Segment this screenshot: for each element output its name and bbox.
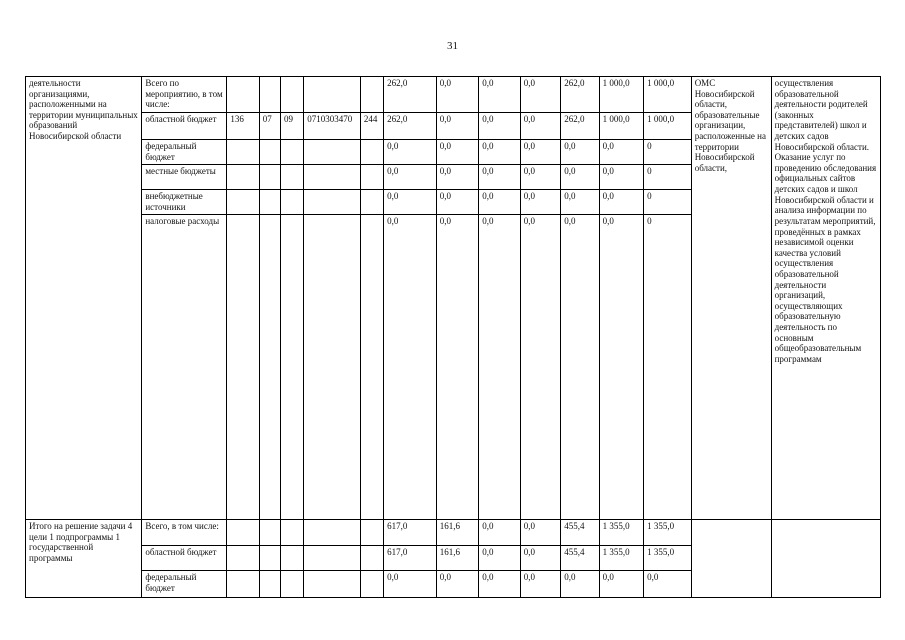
year-6-value-cell: 1 355,0 (644, 546, 692, 571)
year-2-value-cell: 0,0 (479, 113, 520, 140)
grbs-cell (227, 140, 259, 165)
vr-cell (360, 215, 383, 520)
vr-cell (360, 571, 383, 598)
executor-cell (691, 520, 771, 598)
funding-source-cell: федеральный бюджет (142, 571, 227, 598)
total-value-cell: 0,0 (384, 571, 437, 598)
year-5-value-cell: 0,0 (599, 165, 644, 190)
year-1-value-cell: 0,0 (436, 571, 478, 598)
year-6-value-cell: 1 000,0 (644, 77, 692, 113)
year-4-value-cell: 0,0 (561, 571, 599, 598)
grbs-cell (227, 77, 259, 113)
funding-source-cell: местные бюджеты (142, 165, 227, 190)
csr-cell (304, 546, 361, 571)
year-5-value-cell: 0,0 (599, 190, 644, 215)
year-6-value-cell: 0,0 (644, 571, 692, 598)
grbs-cell (227, 571, 259, 598)
csr-cell (304, 165, 361, 190)
year-2-value-cell: 0,0 (479, 520, 520, 546)
total-value-cell: 262,0 (384, 77, 437, 113)
funding-source-cell: федеральный бюджет (142, 140, 227, 165)
vr-cell: 244 (360, 113, 383, 140)
rz-cell: 07 (259, 113, 280, 140)
year-3-value-cell: 0,0 (520, 215, 560, 520)
funding-source-cell: налоговые расходы (142, 215, 227, 520)
total-value-cell: 0,0 (384, 140, 437, 165)
year-3-value-cell: 0,0 (520, 571, 560, 598)
vr-cell (360, 140, 383, 165)
pr-cell (280, 165, 303, 190)
year-6-value-cell: 0 (644, 140, 692, 165)
csr-cell (304, 77, 361, 113)
year-1-value-cell: 161,6 (436, 546, 478, 571)
total-value-cell: 262,0 (384, 113, 437, 140)
year-2-value-cell: 0,0 (479, 190, 520, 215)
year-5-value-cell: 1 000,0 (599, 113, 644, 140)
expected-result-cell (771, 520, 880, 598)
year-6-value-cell: 0 (644, 215, 692, 520)
csr-cell (304, 520, 361, 546)
vr-cell (360, 77, 383, 113)
year-3-value-cell: 0,0 (520, 113, 560, 140)
pr-cell (280, 140, 303, 165)
rz-cell (259, 520, 280, 546)
activity-name-cell: Итого на решение задачи 4 цели 1 подпрограммы 1 государственной программы (26, 520, 142, 598)
year-1-value-cell: 0,0 (436, 190, 478, 215)
pr-cell (280, 546, 303, 571)
grbs-cell (227, 520, 259, 546)
year-4-value-cell: 455,4 (561, 546, 599, 571)
vr-cell (360, 520, 383, 546)
year-3-value-cell: 0,0 (520, 140, 560, 165)
pr-cell (280, 190, 303, 215)
year-1-value-cell: 0,0 (436, 165, 478, 190)
year-6-value-cell: 1 355,0 (644, 520, 692, 546)
rz-cell (259, 190, 280, 215)
year-5-value-cell: 1 355,0 (599, 520, 644, 546)
pr-cell: 09 (280, 113, 303, 140)
year-1-value-cell: 0,0 (436, 113, 478, 140)
csr-cell (304, 571, 361, 598)
budget-table (25, 76, 881, 598)
csr-cell: 0710303470 (304, 113, 361, 140)
funding-source-cell: областной бюджет (142, 113, 227, 140)
year-1-value-cell: 0,0 (436, 140, 478, 165)
pr-cell (280, 571, 303, 598)
year-6-value-cell: 1 000,0 (644, 113, 692, 140)
year-2-value-cell: 0,0 (479, 77, 520, 113)
year-4-value-cell: 0,0 (561, 165, 599, 190)
year-1-value-cell: 161,6 (436, 520, 478, 546)
year-5-value-cell: 0,0 (599, 215, 644, 520)
total-value-cell: 0,0 (384, 165, 437, 190)
funding-source-cell: Всего, в том числе: (142, 520, 227, 546)
pr-cell (280, 215, 303, 520)
year-5-value-cell: 1 355,0 (599, 546, 644, 571)
year-2-value-cell: 0,0 (479, 571, 520, 598)
year-3-value-cell: 0,0 (520, 546, 560, 571)
grbs-cell (227, 215, 259, 520)
year-2-value-cell: 0,0 (479, 215, 520, 520)
year-1-value-cell: 0,0 (436, 77, 478, 113)
expected-result-cell: осуществления образовательной деятельности родителей (законных представителей) школ и детских садов Новосибирской области. Оказание услуг по проведению обследования официальных сайтов детских садов и школ Новосибирской области и анализа информации по результатам мероприятий, проведённых в рамках независимой оценки качества условий осуществления образовательной деятельности организаций, осуществляющих образовательную деятельность по основным общеобразовательным программам (771, 77, 880, 520)
vr-cell (360, 546, 383, 571)
year-4-value-cell: 455,4 (561, 520, 599, 546)
csr-cell (304, 215, 361, 520)
funding-source-cell: внебюджетные источники (142, 190, 227, 215)
total-value-cell: 617,0 (384, 520, 437, 546)
csr-cell (304, 190, 361, 215)
grbs-cell (227, 546, 259, 571)
page-number: 31 (447, 40, 458, 52)
rz-cell (259, 77, 280, 113)
year-3-value-cell: 0,0 (520, 165, 560, 190)
executor-cell: ОМС Новосибирской области, образовательные организации, расположенные на территории Новосибирской области, (691, 77, 771, 520)
rz-cell (259, 571, 280, 598)
table-row (26, 77, 881, 113)
year-6-value-cell: 0 (644, 190, 692, 215)
year-4-value-cell: 262,0 (561, 113, 599, 140)
grbs-cell (227, 190, 259, 215)
total-value-cell: 0,0 (384, 190, 437, 215)
year-6-value-cell: 0 (644, 165, 692, 190)
year-3-value-cell: 0,0 (520, 520, 560, 546)
year-5-value-cell: 0,0 (599, 571, 644, 598)
year-2-value-cell: 0,0 (479, 546, 520, 571)
vr-cell (360, 165, 383, 190)
pr-cell (280, 520, 303, 546)
total-value-cell: 0,0 (384, 215, 437, 520)
grbs-cell (227, 165, 259, 190)
year-4-value-cell: 0,0 (561, 190, 599, 215)
rz-cell (259, 215, 280, 520)
year-4-value-cell: 0,0 (561, 140, 599, 165)
year-5-value-cell: 1 000,0 (599, 77, 644, 113)
rz-cell (259, 140, 280, 165)
year-1-value-cell: 0,0 (436, 215, 478, 520)
grbs-cell: 136 (227, 113, 259, 140)
year-3-value-cell: 0,0 (520, 77, 560, 113)
csr-cell (304, 140, 361, 165)
funding-source-cell: областной бюджет (142, 546, 227, 571)
total-value-cell: 617,0 (384, 546, 437, 571)
activity-name-cell: деятельности организациями, расположенными на территории муниципальных образований Новосибирской области (26, 77, 142, 520)
year-2-value-cell: 0,0 (479, 165, 520, 190)
funding-source-cell: Всего по мероприятию, в том числе: (142, 77, 227, 113)
year-2-value-cell: 0,0 (479, 140, 520, 165)
year-5-value-cell: 0,0 (599, 140, 644, 165)
rz-cell (259, 546, 280, 571)
year-3-value-cell: 0,0 (520, 190, 560, 215)
pr-cell (280, 77, 303, 113)
vr-cell (360, 190, 383, 215)
year-4-value-cell: 0,0 (561, 215, 599, 520)
table-row (26, 520, 881, 546)
year-4-value-cell: 262,0 (561, 77, 599, 113)
rz-cell (259, 165, 280, 190)
